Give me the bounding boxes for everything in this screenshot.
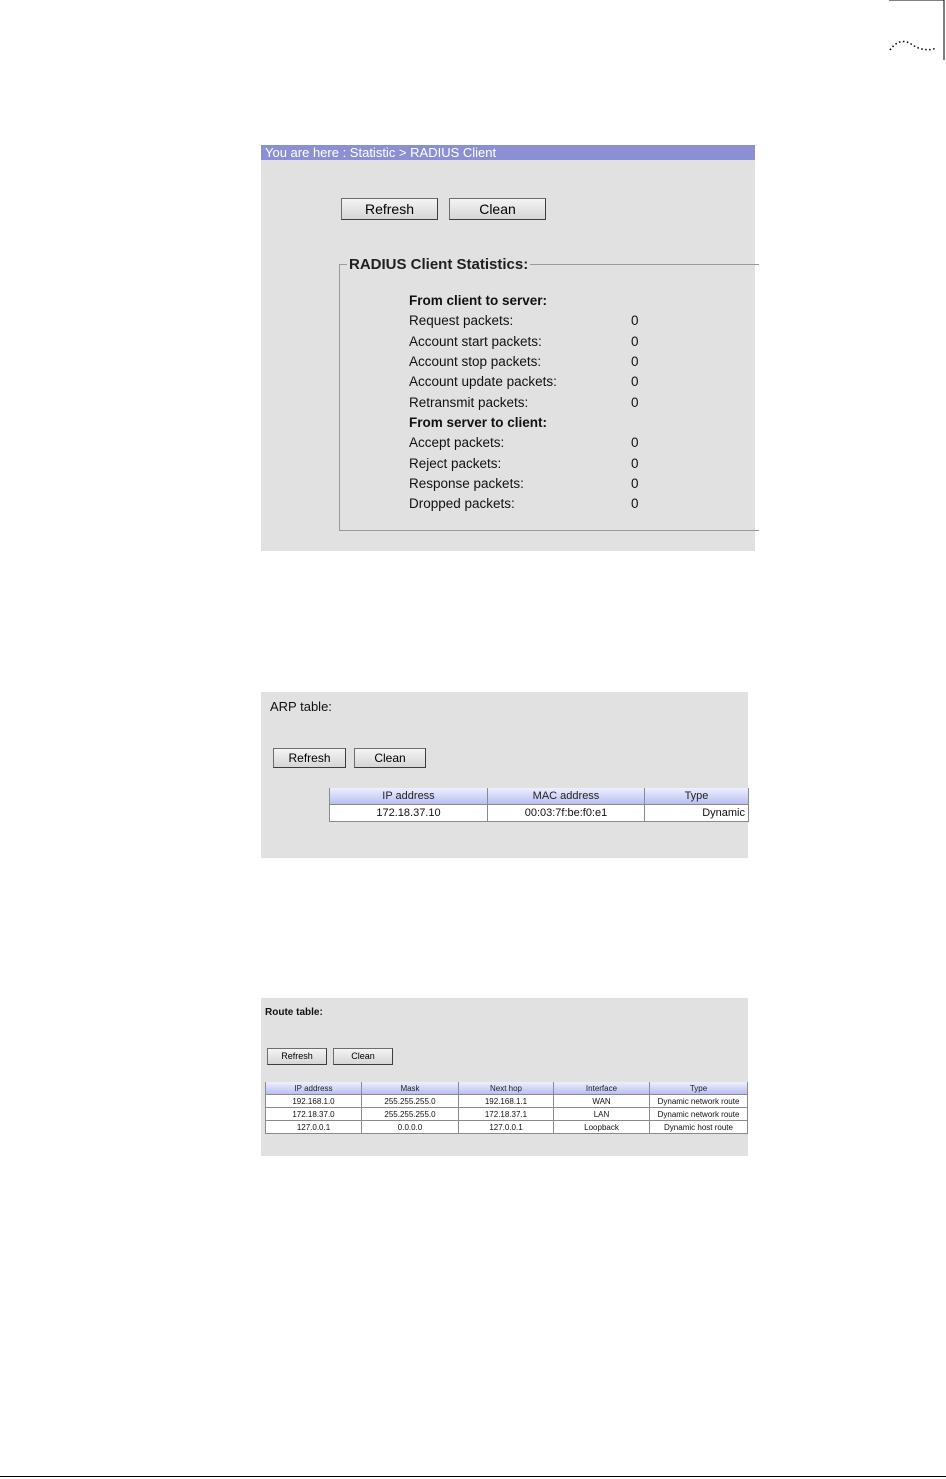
account-stop-packets-value: 0	[631, 354, 639, 369]
cell-ip-address: 172.18.37.0	[266, 1108, 362, 1121]
table-header-row	[330, 788, 749, 805]
retransmit-packets-value: 0	[631, 395, 639, 410]
cell-mac-address: 00:03:7f:be:f0:e1	[488, 805, 645, 822]
arp-table	[329, 788, 749, 822]
route-table	[265, 1082, 748, 1134]
cell-type: Dynamic	[645, 805, 749, 822]
accept-packets-label: Accept packets:	[409, 435, 505, 450]
arp-table-title: ARP table:	[270, 699, 332, 714]
account-update-packets-value: 0	[631, 374, 639, 389]
response-packets-label: Response packets:	[409, 476, 524, 491]
cell-next-hop: 192.168.1.1	[459, 1095, 554, 1108]
retransmit-packets-label: Retransmit packets:	[409, 395, 529, 410]
cell-ip-address: 192.168.1.0	[266, 1095, 362, 1108]
page-corner-mark-icon	[889, 0, 945, 60]
route-table-panel	[261, 998, 748, 1156]
request-packets-value: 0	[631, 313, 639, 328]
cell-interface: LAN	[554, 1108, 650, 1121]
cell-interface: Loopback	[554, 1121, 650, 1134]
column-header-type[interactable]: Type	[650, 1082, 748, 1095]
cell-ip-address: 172.18.37.10	[330, 805, 488, 822]
cell-mask: 255.255.255.0	[362, 1108, 459, 1121]
cell-next-hop: 172.18.37.1	[459, 1108, 554, 1121]
account-start-packets-label: Account start packets:	[409, 334, 542, 349]
clean-button[interactable]: Clean	[449, 198, 546, 220]
cell-mask: 0.0.0.0	[362, 1121, 459, 1134]
cell-next-hop: 127.0.0.1	[459, 1121, 554, 1134]
request-packets-label: Request packets:	[409, 313, 514, 328]
refresh-button[interactable]: Refresh	[341, 198, 438, 220]
table-row[interactable]	[266, 1108, 748, 1121]
cell-interface: WAN	[554, 1095, 650, 1108]
route-table-title: Route table:	[265, 1007, 323, 1018]
reject-packets-label: Reject packets:	[409, 456, 502, 471]
account-start-packets-value: 0	[631, 334, 639, 349]
accept-packets-value: 0	[631, 435, 639, 450]
arp-refresh-button[interactable]: Refresh	[273, 748, 346, 768]
page-bottom-rule	[0, 1476, 946, 1477]
route-clean-button[interactable]: Clean	[333, 1048, 393, 1065]
table-row[interactable]	[266, 1121, 748, 1134]
server-to-client-heading: From server to client:	[409, 415, 548, 430]
dropped-packets-value: 0	[631, 496, 639, 511]
column-header-next-hop[interactable]: Next hop	[459, 1082, 554, 1095]
table-header-row	[266, 1082, 748, 1095]
route-refresh-button[interactable]: Refresh	[267, 1048, 327, 1065]
breadcrumb: You are here : Statistic > RADIUS Client	[261, 145, 755, 160]
column-header-ip-address[interactable]: IP address	[266, 1082, 362, 1095]
column-header-ip-address[interactable]: IP address	[330, 788, 488, 805]
column-header-mask[interactable]: Mask	[362, 1082, 459, 1095]
cell-type: Dynamic host route	[650, 1121, 748, 1134]
table-row[interactable]	[266, 1095, 748, 1108]
cell-mask: 255.255.255.0	[362, 1095, 459, 1108]
radius-client-panel	[261, 145, 755, 551]
arp-clean-button[interactable]: Clean	[354, 748, 426, 768]
column-header-interface[interactable]: Interface	[554, 1082, 650, 1095]
arp-table-panel	[261, 692, 748, 858]
reject-packets-value: 0	[631, 456, 639, 471]
account-update-packets-label: Account update packets:	[409, 374, 557, 389]
account-stop-packets-label: Account stop packets:	[409, 354, 542, 369]
cell-type: Dynamic network route	[650, 1095, 748, 1108]
client-to-server-heading: From client to server:	[409, 293, 548, 308]
statistics-group-box	[339, 264, 759, 531]
dropped-packets-label: Dropped packets:	[409, 496, 515, 511]
response-packets-value: 0	[631, 476, 639, 491]
column-header-type[interactable]: Type	[645, 788, 749, 805]
cell-type: Dynamic network route	[650, 1108, 748, 1121]
cell-ip-address: 127.0.0.1	[266, 1121, 362, 1134]
table-row[interactable]	[330, 805, 749, 822]
column-header-mac-address[interactable]: MAC address	[488, 788, 645, 805]
statistics-section-title: RADIUS Client Statistics:	[349, 256, 529, 273]
